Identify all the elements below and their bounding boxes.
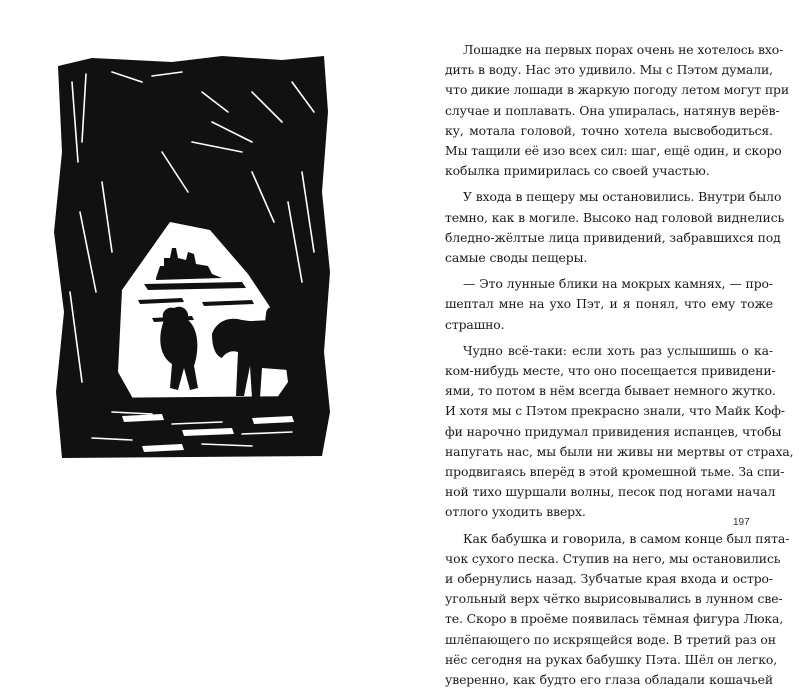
text-line: чок сухого песка. Ступив на него, мы остановились <box>445 550 781 566</box>
text-line: уверенно, как будто его глаза обладали кошачьей <box>445 672 773 688</box>
text-line: шлёпающего по искрящейся воде. В третий раз он <box>445 631 776 647</box>
text-line: У входа в пещеру мы остановились. Внутри было <box>463 189 782 205</box>
page-number: 197 <box>733 517 750 528</box>
text-line: темно, как в могиле. Высоко над головой виднелись <box>445 209 785 225</box>
text-line: кобылка примирилась со своей участью. <box>445 163 710 179</box>
text-line: ком-нибудь месте, что оно посещается привидени- <box>445 363 776 379</box>
text-line: напугать нас, мы были ни живы ни мертвы от страха, <box>445 443 794 459</box>
text-line: нёс сегодня на руках бабушку Пэта. Шёл он легко, <box>445 651 778 667</box>
cave-drawing-icon <box>52 52 334 462</box>
text-line: ной тихо шуршали волны, песок под ногами начал <box>445 484 776 500</box>
text-line: продвигаясь вперёд в этой кромешной тьме. За спи- <box>445 464 785 480</box>
text-line: Лошадке на первых порах очень не хотелось вхо- <box>463 42 784 57</box>
text-line: шептал мне на ухо Пэт, и я понял, что ему тоже <box>445 296 773 312</box>
text-line: Чудно всё-таки: если хоть раз услышишь о ка- <box>463 342 773 358</box>
body-text <box>445 40 794 690</box>
text-line: дить в воду. Нас это удивило. Мы с Пэтом думали, <box>445 62 773 78</box>
text-line: Мы тащили её изо всех сил: шаг, ещё один, и скоро <box>445 143 782 159</box>
text-line: И хотя мы с Пэтом прекрасно знали, что Майк Коф- <box>445 403 785 419</box>
text-line: самые своды пещеры. <box>445 250 588 266</box>
text-line: ку, мотала головой, точно хотела высвободиться. <box>445 122 773 138</box>
text-line: ями, то потом в нём всегда бывает немного жутко. <box>445 383 776 399</box>
text-line: бледно-жёлтые лица привидений, забравшихся под <box>445 229 781 245</box>
text-line: — Это лунные блики на мокрых камнях, — про- <box>463 276 773 292</box>
text-line: страшно. <box>445 316 505 332</box>
text-line: угольный верх чётко вырисовывались в лунном све- <box>445 591 783 607</box>
text-line: случае и поплавать. Она упиралась, натянув верёв- <box>445 102 780 118</box>
cave-illustration <box>52 52 334 462</box>
text-line: Как бабушка и говорила, в самом конце был пята- <box>463 530 790 546</box>
left-page <box>0 0 399 567</box>
text-line: те. Скоро в проёме появилась тёмная фигура Люка, <box>445 611 784 627</box>
right-page <box>400 0 799 688</box>
text-line: фи нарочно придумал привидения испанцев, чтобы <box>445 423 782 439</box>
text-line: что дикие лошади в жаркую погоду летом могут при <box>445 82 790 98</box>
text-line: отлого уходить вверх. <box>445 504 586 520</box>
text-line: и обернулись назад. Зубчатые края входа и остро- <box>445 571 773 587</box>
